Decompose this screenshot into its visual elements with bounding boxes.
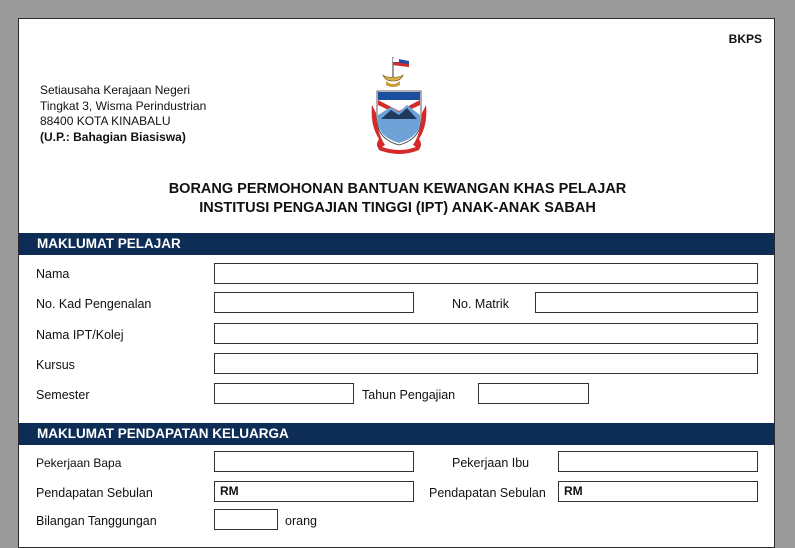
dependents-label: Bilangan Tanggungan bbox=[36, 514, 157, 528]
name-label: Nama bbox=[36, 267, 70, 281]
matric-number-field[interactable] bbox=[535, 292, 758, 313]
ic-number-field[interactable] bbox=[214, 292, 414, 313]
dependents-field[interactable] bbox=[214, 509, 278, 530]
form-title-line-2: INSTITUSI PENGAJIAN TINGGI (IPT) ANAK-ANAK SABAH bbox=[199, 200, 596, 216]
address-line-3: 88400 KOTA KINABALU bbox=[40, 114, 171, 128]
matric-number-label: No. Matrik bbox=[452, 297, 509, 311]
course-label: Kursus bbox=[36, 358, 75, 372]
institution-field[interactable] bbox=[214, 323, 758, 344]
study-year-label: Tahun Pengajian bbox=[362, 388, 456, 402]
mother-job-label: Pekerjaan Ibu bbox=[452, 456, 530, 470]
name-field[interactable] bbox=[214, 263, 758, 284]
form-page bbox=[18, 18, 775, 548]
father-job-label: Pekerjaan Bapa bbox=[36, 456, 122, 470]
address-line-4: (U.P.: Bahagian Biasiswa) bbox=[40, 129, 186, 144]
mother-income-label: Pendapatan Sebulan bbox=[429, 486, 546, 500]
address-line-2: Tingkat 3, Wisma Perindustrian bbox=[40, 98, 207, 113]
form-code: BKPS bbox=[728, 32, 762, 46]
sabah-crest-icon bbox=[369, 55, 429, 155]
dependents-unit: orang bbox=[285, 514, 317, 528]
father-job-field[interactable] bbox=[214, 451, 414, 472]
section-header-student: MAKLUMAT PELAJAR bbox=[19, 233, 774, 255]
father-income-label: Pendapatan Sebulan bbox=[36, 486, 153, 500]
mother-job-field[interactable] bbox=[558, 451, 758, 472]
course-field[interactable] bbox=[214, 353, 758, 374]
father-income-field[interactable] bbox=[214, 481, 414, 502]
mother-income-field[interactable] bbox=[558, 481, 758, 502]
semester-label: Semester bbox=[36, 388, 90, 402]
father-income-value: RM bbox=[220, 484, 239, 498]
institution-label: Nama IPT/Kolej bbox=[36, 328, 124, 342]
semester-field[interactable] bbox=[214, 383, 354, 404]
recipient-address bbox=[40, 83, 206, 145]
study-year-field[interactable] bbox=[478, 383, 589, 404]
ic-number-label: No. Kad Pengenalan bbox=[36, 297, 152, 311]
mother-income-value: RM bbox=[564, 484, 583, 498]
address-line-1: Setiausaha Kerajaan Negeri bbox=[40, 83, 191, 97]
form-title-line-1: BORANG PERMOHONAN BANTUAN KEWANGAN KHAS PELAJAR bbox=[168, 181, 627, 197]
section-header-family-income: MAKLUMAT PENDAPATAN KELUARGA bbox=[19, 423, 774, 445]
